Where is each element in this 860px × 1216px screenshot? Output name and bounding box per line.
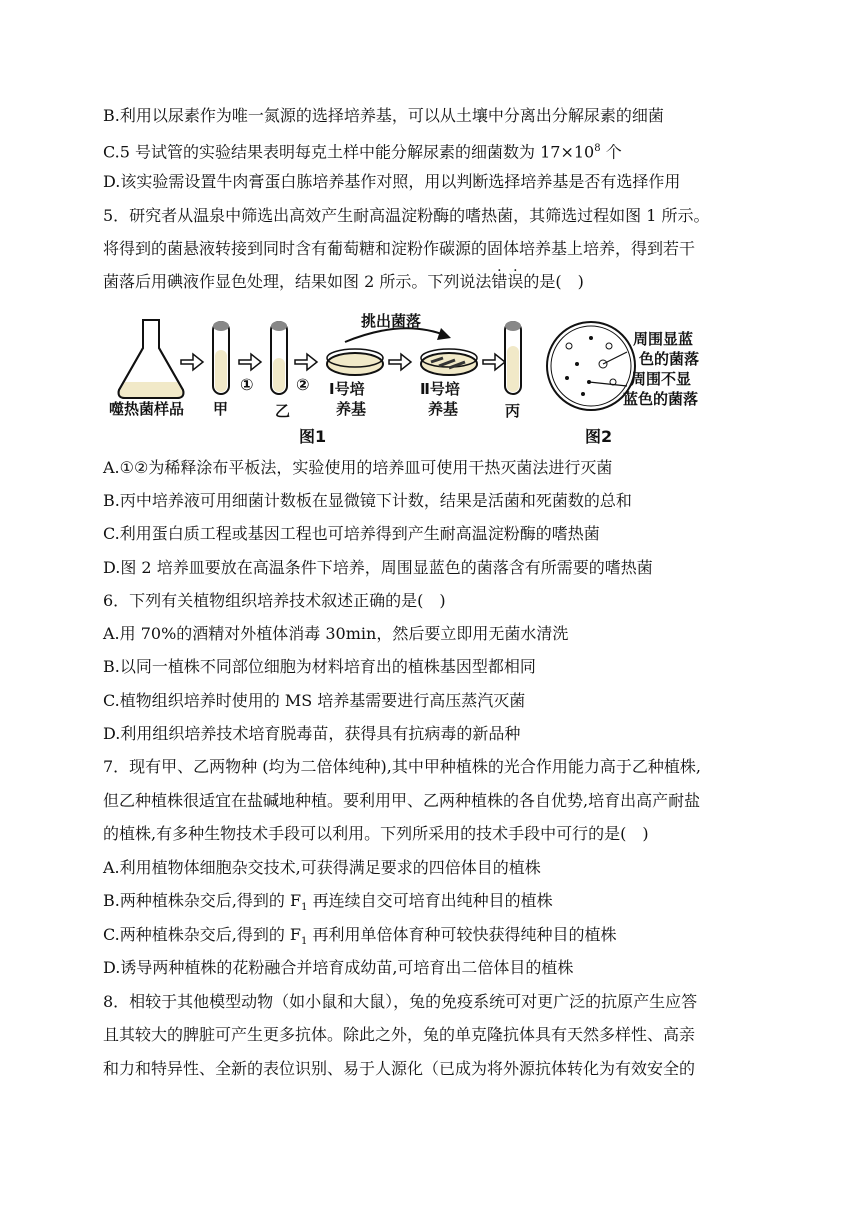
q7-option-b — [103, 891, 553, 918]
q7-option-c-text: C.两种植株杂交后,得到的 F — [103, 925, 302, 944]
q5-stem-3-end: 的是( ) — [523, 272, 584, 291]
q8-stem-2: 且其较大的脾脏可产生更多抗体。除此之外，兔的单克隆抗体具有天然多样性、高亲 — [103, 1025, 696, 1044]
q4-option-c — [103, 139, 622, 162]
step2-label: ② — [296, 375, 310, 394]
emphasis-char: 误 — [507, 272, 524, 291]
subscript: 1 — [301, 936, 308, 948]
q6-option-d: D.利用组织培养技术培育脱毒苗，获得具有抗病毒的新品种 — [103, 724, 521, 743]
q5-stem-3 — [103, 272, 584, 292]
flask-icon — [119, 320, 184, 398]
tube2-label: 乙 — [275, 402, 291, 420]
q8-stem-3: 和力和特异性、全新的表位识别、易于人源化（已成为将外源抗体转化为有效安全的 — [103, 1059, 696, 1078]
q5-option-c: C.利用蛋白质工程或基因工程也可培养得到产生耐高温淀粉酶的嗜热菌 — [103, 524, 600, 543]
step1-label: ① — [240, 375, 254, 394]
legend-blue-line1: 周围显蓝 — [633, 330, 694, 348]
legend-blue-line2: 色的菌落 — [639, 350, 700, 368]
q6-option-c: C.植物组织培养时使用的 MS 培养基需要进行高压蒸汽灭菌 — [103, 691, 526, 710]
q5-stem-2: 将得到的菌悬液转接到同时含有葡萄糖和淀粉作碳源的固体培养基上培养，得到若干 — [103, 239, 696, 258]
q7-stem-3: 的植株,有多种生物技术手段可以利用。下列所采用的技术手段中可行的是( ) — [103, 824, 649, 843]
q5-stem-3-text: 菌落后用碘液作显色处理，结果如图 2 所示。下列说法 — [103, 272, 492, 291]
tube3-label: 丙 — [505, 402, 521, 420]
q4-option-c-text: C.5 号试管的实验结果表明每克土样中能分解尿素的细菌数为 17×10 — [103, 142, 595, 162]
arrowhead-icon — [437, 328, 451, 340]
q6-option-a: A.用 70%的酒精对外植体消毒 30min，然后要立即用无菌水清洗 — [103, 624, 569, 643]
colony-plate-icon — [547, 322, 635, 410]
q7-stem-2: 但乙种植株很适宜在盐碱地种植。要利用甲、乙两种植株的各自优势,培育出高产耐盐 — [103, 791, 701, 810]
figure2-caption: 图2 — [585, 427, 613, 446]
flask-label: 噬热菌样品 — [109, 400, 185, 418]
subscript: 1 — [301, 902, 308, 914]
q7-option-c-end: 再利用单倍体育种可较快获得纯种目的植株 — [307, 925, 617, 944]
q4-option-b: B.利用以尿素作为唯一氮源的选择培养基，可以从土壤中分离出分解尿素的细菌 — [103, 106, 664, 125]
dish1-label-line2: 养基 — [336, 400, 367, 418]
q7-option-d: D.诱导两种植株的花粉融合并培育成幼苗,可培育出二倍体目的植株 — [103, 958, 574, 977]
test-tube-icon — [213, 321, 229, 394]
q5-option-a: A.①②为稀释涂布平板法，实验使用的培养皿可使用干热灭菌法进行灭菌 — [103, 458, 613, 477]
pick-colony-label: 挑出菌落 — [361, 312, 422, 330]
q7-option-c — [103, 925, 617, 952]
q4-option-c-unit: 个 — [600, 142, 622, 162]
q6-option-b: B.以同一植株不同部位细胞为材料培育出的植株基因型都相同 — [103, 657, 536, 676]
figure1-caption: 图1 — [299, 427, 327, 446]
q7-option-b-text: B.两种植株杂交后,得到的 F — [103, 891, 302, 910]
arrow-right-icon — [295, 354, 317, 370]
legend-noblue-line1: 周围不显 — [631, 370, 692, 388]
q7-option-a: A.利用植物体细胞杂交技术,可获得满足要求的四倍体目的植株 — [103, 858, 541, 877]
arrow-right-icon — [181, 354, 203, 370]
test-tube-icon — [505, 321, 521, 394]
dish1-label-line1: Ⅰ号培 — [329, 380, 365, 398]
test-tube-icon — [271, 321, 287, 394]
q4-option-d: D.该实验需设置牛肉膏蛋白胨培养基作对照，用以判断选择培养基是否有选择作用 — [103, 172, 681, 191]
arrow-right-icon — [389, 354, 411, 370]
arrow-right-icon — [239, 354, 261, 370]
arrow-right-icon — [483, 354, 505, 370]
q7-stem-1: 7．现有甲、乙两物种 (均为二倍体纯种),其中甲种植株的光合作用能力高于乙种植株, — [103, 757, 701, 776]
q5-option-d: D.图 2 培养皿要放在高温条件下培养，周围显蓝色的菌落含有所需要的嗜热菌 — [103, 558, 653, 577]
exponent: 8 — [594, 143, 601, 154]
q7-option-b-end: 再连续自交可培育出纯种目的植株 — [307, 891, 553, 910]
dish2-label-line2: 养基 — [428, 400, 459, 418]
tube1-label: 甲 — [213, 400, 229, 418]
q5-option-b: B.丙中培养液可用细菌计数板在显微镜下计数，结果是活菌和死菌数的总和 — [103, 491, 632, 510]
q6-stem: 6．下列有关植物组织培养技术叙述正确的是( ) — [103, 591, 446, 610]
q5-figure — [103, 312, 763, 452]
petri-dish-icon — [327, 349, 383, 375]
q5-stem-1: 5．研究者从温泉中筛选出高效产生耐高温淀粉酶的嗜热菌，其筛选过程如图 1 所示。 — [103, 206, 710, 225]
dish2-label-line1: Ⅱ号培 — [420, 380, 460, 398]
emphasis-char: 错 — [491, 272, 508, 291]
q8-stem-1: 8．相较于其他模型动物（如小鼠和大鼠），兔的免疫系统可对更广泛的抗原产生应答 — [103, 992, 698, 1011]
petri-dish-icon — [421, 349, 477, 375]
curved-arrow-icon — [345, 328, 447, 342]
legend-noblue-line2: 蓝色的菌落 — [623, 390, 699, 408]
